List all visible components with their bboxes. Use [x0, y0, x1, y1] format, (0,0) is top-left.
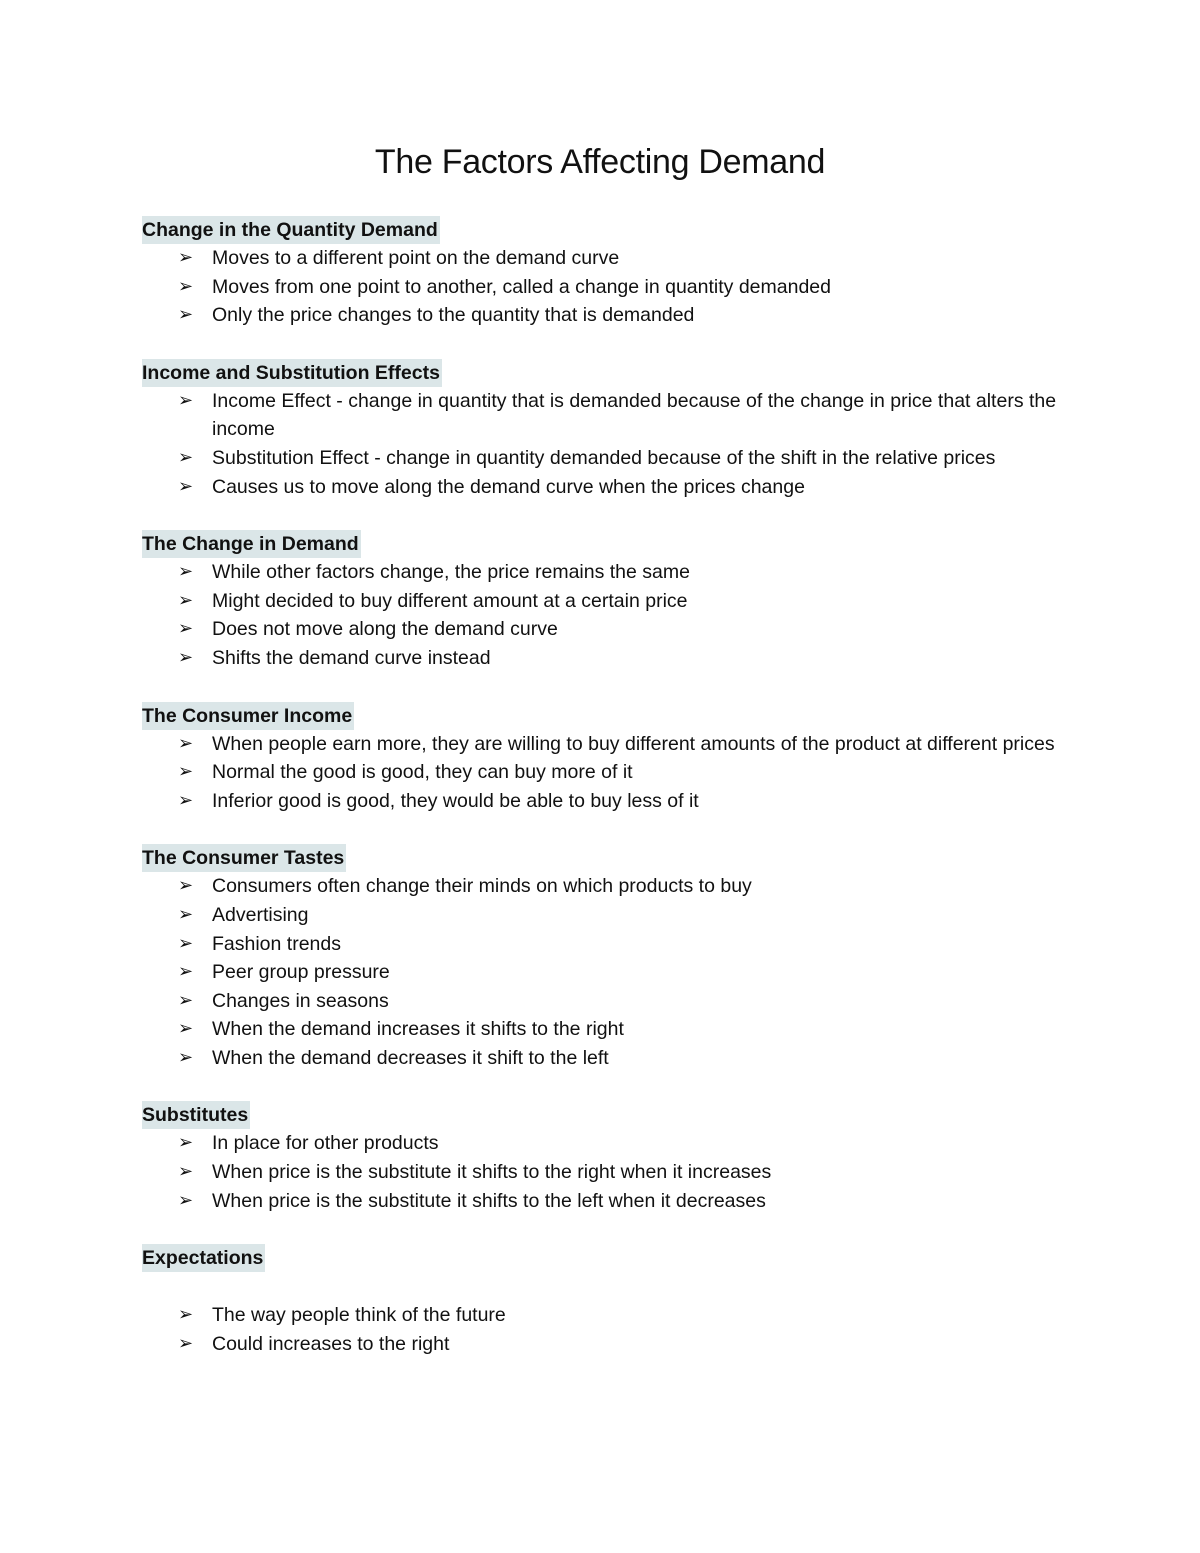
list-item-text: Might decided to buy different amount at a certain price	[212, 589, 688, 612]
list-item	[142, 644, 1072, 673]
arrow-bullet-icon: ➢	[178, 761, 194, 783]
section-heading: The Consumer Income	[142, 702, 354, 730]
list-item	[142, 1129, 1072, 1158]
document-title: The Factors Affecting Demand	[374, 143, 826, 181]
list-item	[142, 301, 1072, 330]
list-item	[142, 615, 1072, 644]
list-item	[142, 387, 1072, 444]
list-item-text: Moves from one point to another, called a change in quantity demanded	[212, 275, 831, 298]
section-heading: Change in the Quantity Demand	[142, 216, 440, 244]
arrow-bullet-icon: ➢	[178, 646, 194, 668]
list-item	[142, 587, 1072, 616]
list-item-text: While other factors change, the price remains the same	[212, 561, 690, 584]
section-heading: The Change in Demand	[142, 530, 361, 558]
list-item	[142, 244, 1072, 273]
section	[142, 359, 1072, 501]
list-item	[142, 958, 1072, 987]
blank-line	[142, 1272, 1072, 1301]
list-item	[142, 758, 1072, 787]
bullet-list	[142, 387, 1072, 501]
bullet-list	[142, 730, 1072, 816]
section	[142, 530, 1072, 672]
section-heading: Expectations	[142, 1244, 265, 1272]
list-item	[142, 901, 1072, 930]
list-item-text: When price is the substitute it shifts to the left when it decreases	[212, 1189, 766, 1212]
list-item-text: When the demand increases it shifts to the right	[212, 1018, 624, 1041]
list-item-text: Income Effect - change in quantity that is demanded because of the change in price that alters the income	[212, 389, 1057, 441]
list-item-text: The way people think of the future	[212, 1304, 506, 1327]
arrow-bullet-icon: ➢	[178, 475, 194, 497]
arrow-bullet-icon: ➢	[178, 1046, 194, 1068]
bullet-list	[142, 1129, 1072, 1215]
list-item-text: Causes us to move along the demand curve when the prices change	[212, 475, 805, 498]
arrow-bullet-icon: ➢	[178, 875, 194, 897]
list-item	[142, 558, 1072, 587]
bullet-list	[142, 244, 1072, 330]
list-item	[142, 1330, 1072, 1359]
list-item-text: Substitution Effect - change in quantity demanded because of the shift in the relative prices	[212, 446, 996, 469]
list-item	[142, 1015, 1072, 1044]
section	[142, 1101, 1072, 1215]
list-item	[142, 1187, 1072, 1216]
arrow-bullet-icon: ➢	[178, 1189, 194, 1211]
section	[142, 216, 1072, 330]
list-item-text: Peer group pressure	[212, 961, 390, 984]
list-item-text: When price is the substitute it shifts to the right when it increases	[212, 1161, 772, 1184]
section-heading: The Consumer Tastes	[142, 844, 346, 872]
section	[142, 844, 1072, 1072]
list-item	[142, 930, 1072, 959]
arrow-bullet-icon: ➢	[178, 989, 194, 1011]
list-item	[142, 273, 1072, 302]
arrow-bullet-icon: ➢	[178, 1018, 194, 1040]
document-body	[142, 216, 1072, 1387]
list-item-text: Normal the good is good, they can buy more of it	[212, 761, 633, 784]
list-item	[142, 444, 1072, 473]
arrow-bullet-icon: ➢	[178, 1304, 194, 1326]
section	[142, 702, 1072, 816]
arrow-bullet-icon: ➢	[178, 789, 194, 811]
list-item-text: Only the price changes to the quantity that is demanded	[212, 304, 695, 327]
arrow-bullet-icon: ➢	[178, 446, 194, 468]
list-item-text: Moves to a different point on the demand curve	[212, 247, 620, 269]
list-item	[142, 872, 1072, 901]
arrow-bullet-icon: ➢	[178, 732, 194, 754]
arrow-bullet-icon: ➢	[178, 275, 194, 297]
bullet-list	[142, 1301, 1072, 1358]
arrow-bullet-icon: ➢	[178, 561, 194, 583]
arrow-bullet-icon: ➢	[178, 903, 194, 925]
bullet-list	[142, 558, 1072, 672]
arrow-bullet-icon: ➢	[178, 1161, 194, 1183]
arrow-bullet-icon: ➢	[178, 1332, 194, 1354]
list-item-text: Does not move along the demand curve	[212, 618, 558, 641]
arrow-bullet-icon: ➢	[178, 389, 194, 411]
list-item-text: Fashion trends	[212, 932, 341, 955]
list-item-text: Inferior good is good, they would be able to buy less of it	[212, 789, 699, 812]
list-item	[142, 1158, 1072, 1187]
list-item-text: In place for other products	[212, 1132, 439, 1155]
list-item	[142, 1044, 1072, 1073]
section-heading: Substitutes	[142, 1101, 250, 1129]
list-item	[142, 730, 1072, 759]
list-item	[142, 1301, 1072, 1330]
arrow-bullet-icon: ➢	[178, 932, 194, 954]
section-heading: Income and Substitution Effects	[142, 359, 442, 387]
arrow-bullet-icon: ➢	[178, 618, 194, 640]
list-item-text: Shifts the demand curve instead	[212, 646, 491, 669]
section	[142, 1244, 1072, 1358]
bullet-list	[142, 872, 1072, 1072]
arrow-bullet-icon: ➢	[178, 247, 194, 268]
list-item-text: Consumers often change their minds on which products to buy	[212, 875, 752, 898]
list-item-text: When people earn more, they are willing to buy different amounts of the product at different prices	[212, 732, 1055, 755]
arrow-bullet-icon: ➢	[178, 589, 194, 611]
arrow-bullet-icon: ➢	[178, 961, 194, 983]
list-item-text: Advertising	[212, 903, 309, 926]
list-item-text: Could increases to the right	[212, 1332, 450, 1355]
list-item	[142, 987, 1072, 1016]
arrow-bullet-icon: ➢	[178, 304, 194, 326]
list-item	[142, 473, 1072, 502]
list-item-text: Changes in seasons	[212, 989, 389, 1012]
arrow-bullet-icon: ➢	[178, 1132, 194, 1154]
list-item	[142, 787, 1072, 816]
list-item-text: When the demand decreases it shift to the left	[212, 1046, 609, 1069]
